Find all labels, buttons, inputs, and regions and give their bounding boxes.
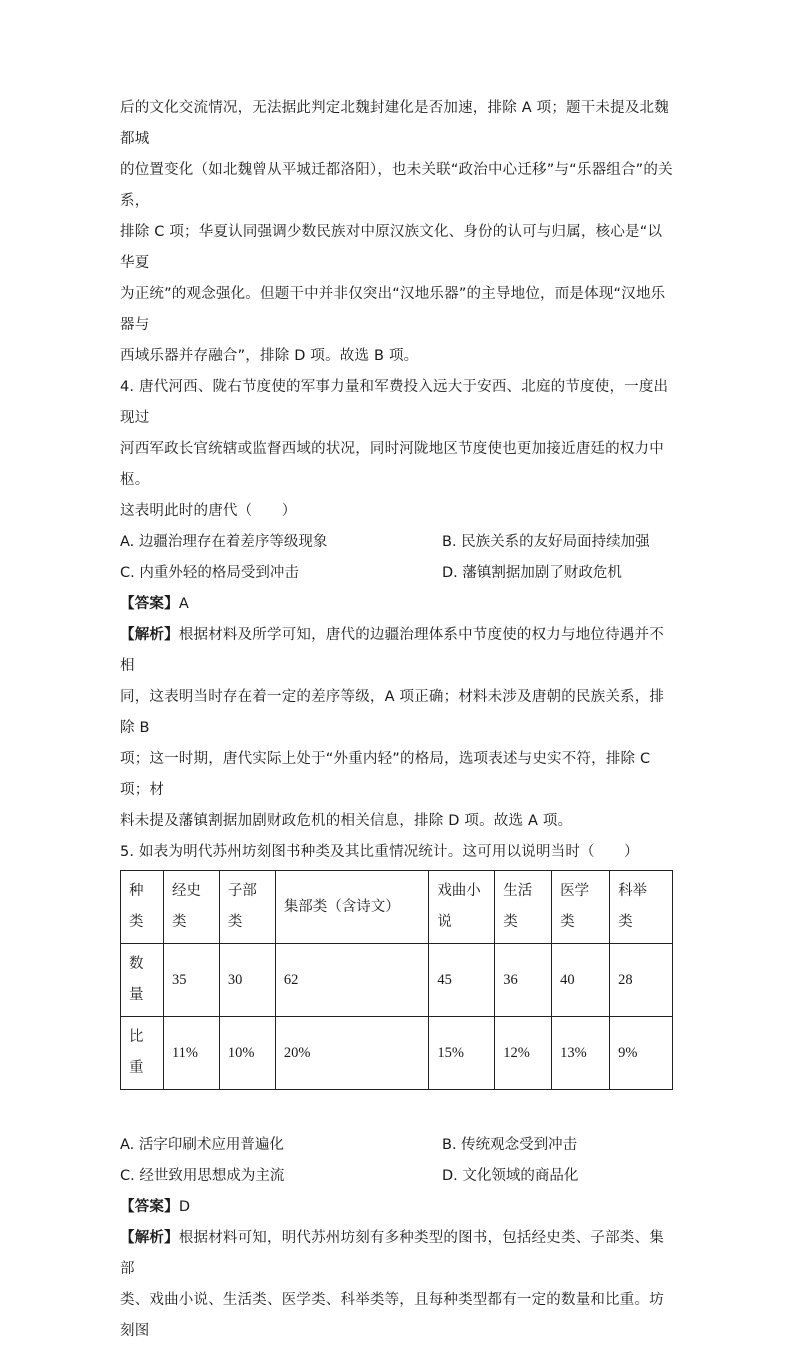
table-cell: 子部 类 — [219, 871, 275, 944]
answer-line — [120, 589, 675, 620]
table-cell: 35 — [163, 944, 219, 1017]
table-cell: 45 — [429, 944, 495, 1017]
table-cell: 生活 类 — [495, 871, 552, 944]
text-line: 后的文化交流情况，无法据此判定北魏封建化是否加速，排除 A 项；题干未提及北魏都城 — [120, 100, 669, 147]
option-d: D. 文化领域的商品化 — [442, 1168, 579, 1184]
analysis-line: 料未提及藩镇割据加剧财政危机的相关信息，排除 D 项。故选 A 项。 — [120, 813, 573, 829]
table-cell: 科举 类 — [610, 871, 673, 944]
table-cell: 集部类（含诗文） — [275, 871, 429, 944]
question-stem-line: 这表明此时的唐代（ ） — [120, 503, 297, 519]
option-a: A. 活字印刷术应用普遍化 — [120, 1137, 284, 1153]
table-cell: 经史 类 — [163, 871, 219, 944]
options-row — [120, 1161, 675, 1192]
table-cell: 36 — [495, 944, 552, 1017]
option-c: C. 经世致用思想成为主流 — [120, 1168, 285, 1184]
answer-line — [120, 1192, 675, 1223]
table-cell: 28 — [610, 944, 673, 1017]
page-content — [120, 93, 675, 1347]
options-row — [120, 527, 675, 558]
option-b: B. 传统观念受到冲击 — [442, 1137, 578, 1153]
table-header-row — [121, 871, 673, 944]
table-row-ratio — [121, 1017, 673, 1090]
table-cell: 比 重 — [121, 1017, 164, 1090]
table-cell: 9% — [610, 1017, 673, 1090]
spacer — [120, 1090, 675, 1130]
text-line: 排除 C 项；华夏认同强调少数民族对中原汉族文化、身份的认可与归属，核心是“以华夏 — [120, 224, 663, 271]
option-c: C. 内重外轻的格局受到冲击 — [120, 565, 299, 581]
analysis-line: 项；这一时期，唐代实际上处于“外重内轻”的格局，选项表述与史实不符，排除 C 项；材 — [120, 751, 651, 798]
table-cell: 种 类 — [121, 871, 164, 944]
table-cell: 40 — [552, 944, 610, 1017]
answer-value: D — [178, 1199, 191, 1215]
table-cell: 11% — [163, 1017, 219, 1090]
table-cell: 13% — [552, 1017, 610, 1090]
analysis-line — [120, 620, 675, 682]
answer-tag: 【答案】 — [120, 596, 179, 612]
table-cell: 62 — [275, 944, 429, 1017]
question-stem-line: 5. 如表为明代苏州坊刻图书种类及其比重情况统计。这可用以说明当时（ ） — [120, 844, 639, 860]
analysis-line — [120, 1223, 675, 1285]
question-stem-line: 河西军政长官统辖或监督西域的状况，同时河陇地区节度使也更加接近唐廷的权力中枢。 — [120, 441, 664, 488]
question-stem-line: 4. 唐代河西、陇右节度使的军事力量和军费投入远大于安西、北庭的节度使，一度出现过 — [120, 379, 669, 426]
analysis-text: 根据材料及所学可知，唐代的边疆治理体系中节度使的权力与地位待遇并不相 — [120, 627, 664, 674]
table-cell: 30 — [219, 944, 275, 1017]
table-cell: 戏曲小 说 — [429, 871, 495, 944]
table-cell: 医学 类 — [552, 871, 610, 944]
analysis-tag: 【解析】 — [120, 1230, 179, 1246]
answer-tag: 【答案】 — [120, 1199, 179, 1215]
answer-value: A — [178, 596, 189, 612]
analysis-line: 类、戏曲小说、生活类、医学类、科举类等，且每种类型都有一定的数量和比重。坊刻图 — [120, 1292, 664, 1339]
text-line: 西域乐器并存融合”，排除 D 项。故选 B 项。 — [120, 348, 419, 364]
table-cell: 10% — [219, 1017, 275, 1090]
question-5 — [120, 837, 675, 1347]
text-line: 为正统”的观念强化。但题干中并非仅突出“汉地乐器”的主导地位，而是体现“汉地乐器与 — [120, 286, 666, 333]
options-row — [120, 558, 675, 589]
table-cell: 20% — [275, 1017, 429, 1090]
option-a: A. 边疆治理存在着差序等级现象 — [120, 534, 328, 550]
analysis-text: 根据材料可知，明代苏州坊刻有多种类型的图书，包括经史类、子部类、集部 — [120, 1230, 664, 1277]
option-d: D. 藩镇割据加剧了财政危机 — [442, 565, 622, 581]
options-row — [120, 1130, 675, 1161]
analysis-tag: 【解析】 — [120, 627, 179, 643]
book-category-table — [120, 870, 673, 1090]
table-cell: 15% — [429, 1017, 495, 1090]
table-cell: 数 量 — [121, 944, 164, 1017]
table-row-count — [121, 944, 673, 1017]
table-cell: 12% — [495, 1017, 552, 1090]
option-b: B. 民族关系的友好局面持续加强 — [442, 534, 650, 550]
text-line: 的位置变化（如北魏曾从平城迁都洛阳），也未关联“政治中心迁移”与“乐器组合”的关系， — [120, 162, 673, 209]
analysis-line: 同，这表明当时存在着一定的差序等级，A 项正确；材料未涉及唐朝的民族关系，排除 B — [120, 689, 665, 736]
question-4 — [120, 372, 675, 837]
previous-analysis-paragraph — [120, 93, 675, 372]
